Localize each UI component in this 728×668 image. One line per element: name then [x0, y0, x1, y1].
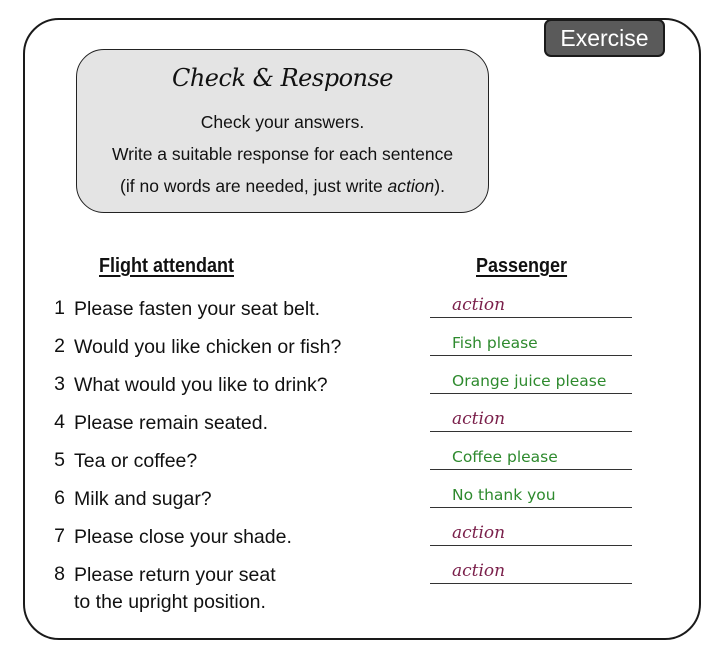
row-sentence: Please remain seated.: [74, 412, 269, 434]
row-sentence: Would you like chicken or fish?: [74, 336, 342, 358]
row-answer: action: [452, 295, 506, 315]
row-sentence: Tea or coffee?: [74, 450, 198, 472]
row-number: 7: [54, 525, 65, 547]
row-number: 2: [54, 335, 65, 357]
exercise-row: [0, 524, 728, 562]
row-answer: action: [452, 409, 506, 429]
row-answer: action: [452, 561, 506, 581]
exercise-row: [0, 448, 728, 486]
row-sentence-line-1: Please return your seat: [74, 564, 276, 586]
row-sentence-line-2: to the upright position.: [74, 591, 266, 613]
exercise-row: [0, 410, 728, 448]
column-header-passenger: Passenger: [476, 255, 568, 277]
row-number: 6: [54, 487, 65, 509]
answer-line: [430, 355, 632, 356]
exercise-row: [0, 296, 728, 334]
instructions-line-3: [77, 176, 488, 197]
answer-line: [430, 545, 632, 546]
row-number: 4: [54, 411, 65, 433]
instructions-line-1: Check your answers.: [200, 112, 365, 132]
answer-line: [430, 431, 632, 432]
row-sentence: [74, 562, 276, 616]
row-answer: No thank you: [452, 486, 556, 504]
instructions-box: [76, 49, 489, 213]
instructions-line-2: Write a suitable response for each sentence: [111, 144, 454, 164]
exercise-row: [0, 372, 728, 410]
row-answer: Coffee please: [452, 448, 558, 466]
row-answer: action: [452, 523, 506, 543]
column-header-flight-attendant: Flight attendant: [99, 255, 234, 277]
instructions-line-3-start: (if no words are needed, just write: [120, 176, 388, 196]
answer-line: [430, 469, 632, 470]
row-sentence: Please close your shade.: [74, 526, 292, 548]
answer-line: [430, 393, 632, 394]
exercise-row: [0, 562, 728, 618]
instructions-line-3-emphasis: action: [387, 176, 435, 196]
row-answer: Orange juice please: [452, 372, 607, 390]
row-number: 1: [54, 297, 65, 319]
row-number: 8: [54, 563, 65, 585]
row-sentence: Milk and sugar?: [74, 488, 212, 510]
row-number: 3: [54, 373, 65, 395]
answer-line: [430, 317, 632, 318]
answer-line: [430, 583, 632, 584]
instructions-title: Check & Response: [171, 64, 393, 92]
row-sentence: What would you like to drink?: [74, 374, 328, 396]
row-number: 5: [54, 449, 65, 471]
exercise-row: [0, 486, 728, 524]
answer-line: [430, 507, 632, 508]
row-sentence: Please fasten your seat belt.: [74, 298, 321, 320]
row-answer: Fish please: [452, 334, 538, 352]
instructions-line-3-end: ).: [434, 176, 445, 196]
exercise-row: [0, 334, 728, 372]
exercise-tab: Exercise: [544, 19, 665, 57]
